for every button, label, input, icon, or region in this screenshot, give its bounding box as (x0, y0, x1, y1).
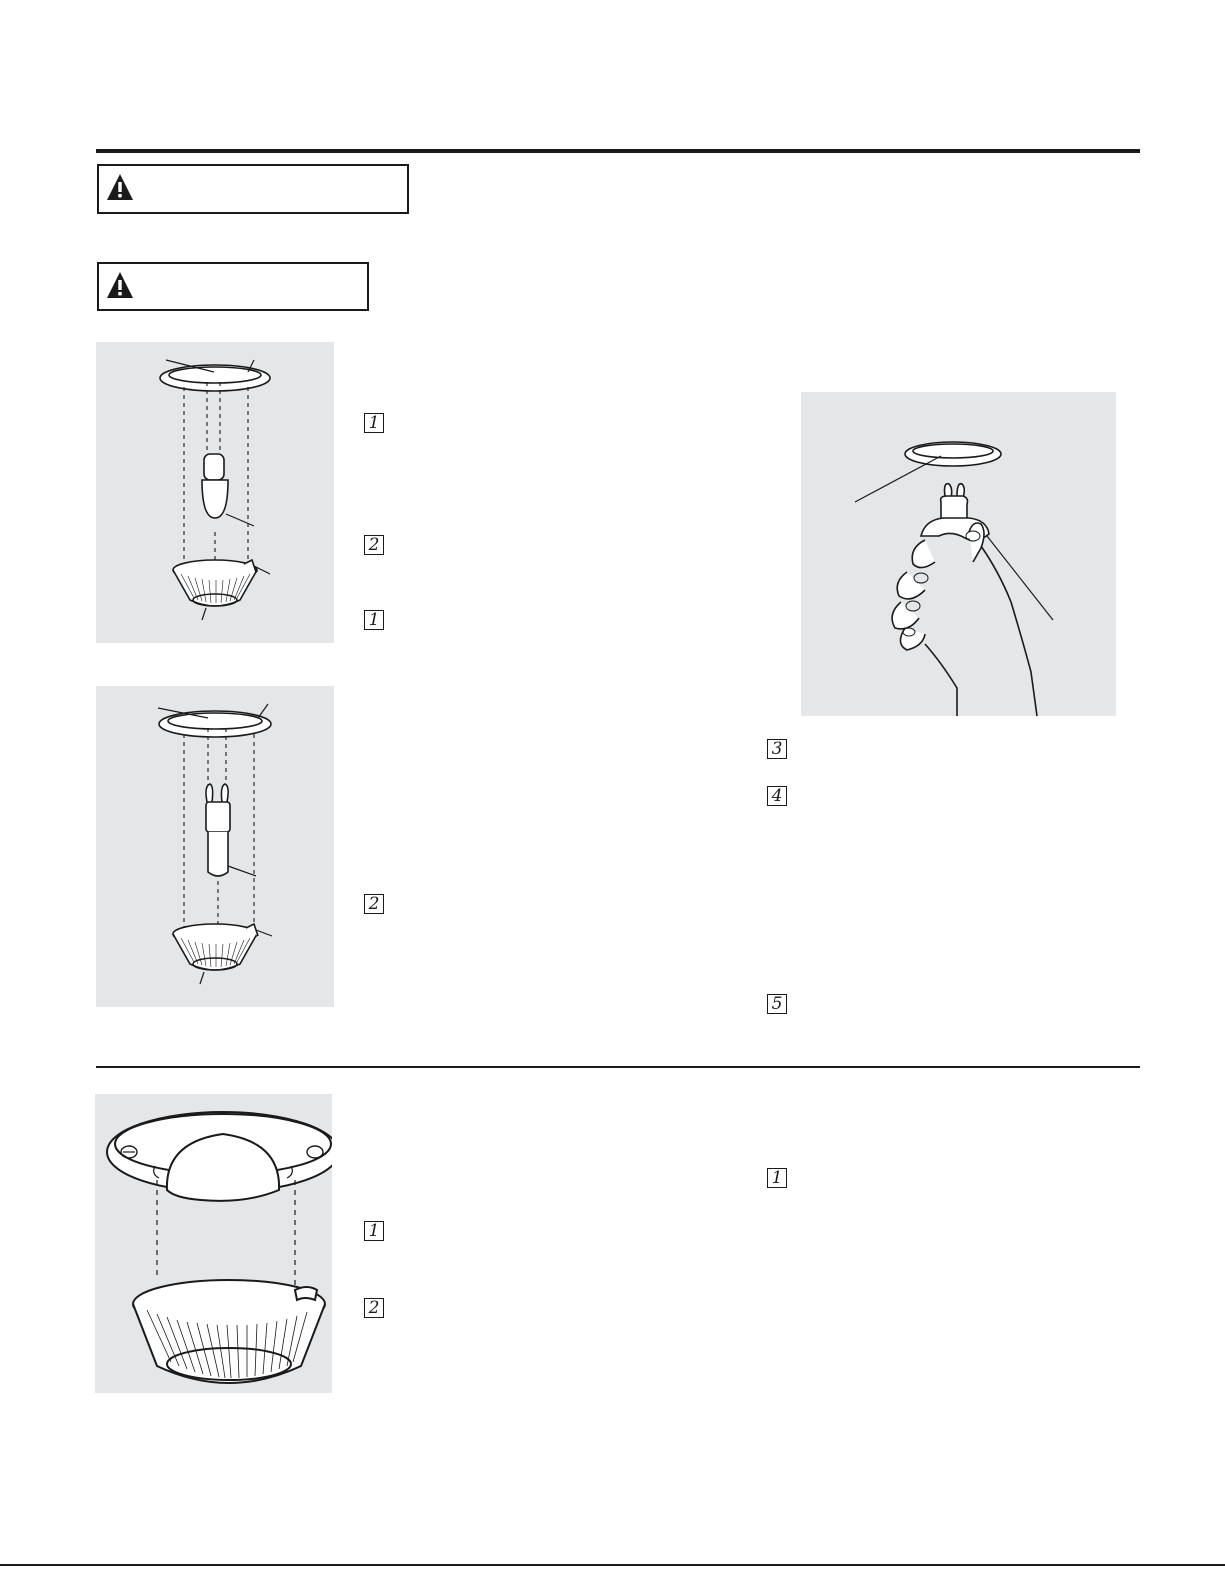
section-divider (96, 1066, 1140, 1068)
step-number-box: 2 (364, 894, 384, 914)
warning-box-2 (97, 262, 369, 311)
warning-triangle-icon (105, 270, 135, 300)
top-rule (96, 149, 1140, 153)
light-fixture-exploded-icon (96, 342, 334, 643)
bulb-assembly-illustration-2 (96, 686, 334, 1007)
hand-holding-bulb-icon (801, 392, 1116, 716)
dome-light-illustration (95, 1094, 332, 1393)
warning-box-1 (97, 164, 409, 214)
hand-bulb-illustration (801, 392, 1116, 716)
bulb-assembly-illustration-1 (96, 342, 334, 643)
step-number-box: 5 (767, 994, 787, 1014)
step-number-box: 1 (364, 610, 384, 630)
light-fixture-exploded-icon (96, 686, 334, 1007)
dome-light-exploded-icon (95, 1094, 332, 1393)
step-number-box: 4 (767, 786, 787, 806)
bottom-rule (0, 1564, 1225, 1566)
step-number-box: 1 (767, 1168, 787, 1188)
step-number-box: 1 (364, 413, 384, 433)
step-number-box: 2 (364, 535, 384, 555)
step-number-box: 3 (767, 739, 787, 759)
step-number-box: 2 (364, 1298, 384, 1318)
step-number-box: 1 (364, 1221, 384, 1241)
warning-triangle-icon (105, 172, 135, 202)
